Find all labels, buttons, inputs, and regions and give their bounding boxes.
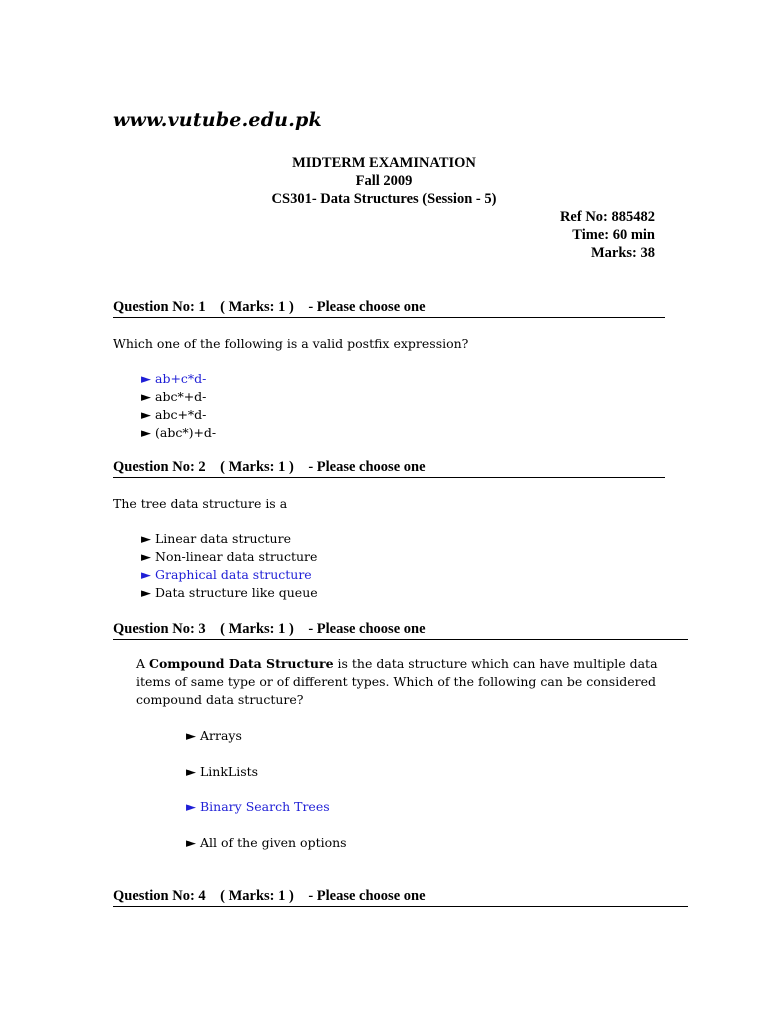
text-rest: is the data structure which can have multiple data	[333, 656, 658, 671]
option-label: Non-linear data structure	[155, 549, 318, 564]
arrow-icon: ►	[141, 532, 151, 547]
question-2-header	[113, 459, 665, 478]
question-2-option-2[interactable]	[141, 548, 317, 567]
question-1-option-1[interactable]	[141, 370, 206, 389]
option-label: Binary Search Trees	[200, 799, 330, 814]
question-1-header-text: Question No: 1 ( Marks: 1 ) - Please choose one	[113, 299, 426, 315]
arrow-icon: ►	[186, 765, 196, 780]
question-3-text-line-3: compound data structure?	[136, 692, 304, 707]
exam-term: Fall 2009	[355, 173, 413, 189]
question-3-text-line-1	[136, 655, 696, 673]
question-2-option-4[interactable]	[141, 584, 318, 603]
question-1-header	[113, 299, 665, 318]
option-label: LinkLists	[200, 764, 259, 779]
question-3-option-2[interactable]	[186, 763, 258, 782]
exam-title: MIDTERM EXAMINATION	[292, 155, 476, 171]
option-label: Graphical data structure	[155, 567, 312, 582]
question-3-header-text: Question No: 3 ( Marks: 1 ) - Please choose one	[113, 621, 426, 637]
arrow-icon: ►	[186, 800, 196, 815]
exam-course: CS301- Data Structures (Session - 5)	[271, 191, 497, 207]
arrow-icon: ►	[141, 372, 151, 387]
question-1-text: Which one of the following is a valid postfix expression?	[113, 336, 469, 351]
option-label: All of the given options	[200, 835, 347, 850]
option-label: Linear data structure	[155, 531, 291, 546]
question-3-header	[113, 621, 688, 640]
arrow-icon: ►	[141, 408, 151, 423]
arrow-icon: ►	[141, 426, 151, 441]
arrow-icon: ►	[141, 550, 151, 565]
question-1-option-2[interactable]	[141, 388, 206, 407]
question-1-option-4[interactable]	[141, 424, 216, 443]
question-2-header-text: Question No: 2 ( Marks: 1 ) - Please choose one	[113, 459, 426, 475]
question-3-text	[136, 655, 696, 709]
option-label: Arrays	[200, 728, 242, 743]
arrow-icon: ►	[141, 390, 151, 405]
option-label: (abc*)+d-	[155, 425, 217, 440]
question-3-option-1[interactable]	[186, 727, 242, 746]
question-3-text-line-2: items of same type or of different types. Which of the following can be considered	[136, 674, 656, 689]
question-3-option-3[interactable]	[186, 798, 330, 817]
exam-marks: Marks: 38	[590, 245, 655, 261]
option-label: ab+c*d-	[155, 371, 207, 386]
compound-data-structure-term: Compound Data Structure	[149, 656, 334, 671]
arrow-icon: ►	[141, 568, 151, 583]
question-3-option-4[interactable]	[186, 834, 347, 853]
question-4-header	[113, 888, 688, 907]
exam-header	[0, 154, 768, 262]
text-prefix: A	[136, 656, 150, 671]
arrow-icon: ►	[186, 836, 196, 851]
question-1-option-3[interactable]	[141, 406, 206, 425]
option-label: abc*+d-	[155, 389, 207, 404]
question-2-text: The tree data structure is a	[113, 496, 288, 511]
question-2-option-3[interactable]	[141, 566, 312, 585]
option-label: abc+*d-	[155, 407, 207, 422]
option-label: Data structure like queue	[155, 585, 318, 600]
question-2-option-1[interactable]	[141, 530, 291, 549]
exam-time: Time: 60 min	[572, 227, 655, 243]
exam-ref-no: Ref No: 885482	[559, 209, 655, 225]
question-4-header-text: Question No: 4 ( Marks: 1 ) - Please choose one	[113, 888, 426, 904]
arrow-icon: ►	[186, 729, 196, 744]
arrow-icon: ►	[141, 586, 151, 601]
site-url[interactable]: www.vutube.edu.pk	[113, 109, 322, 131]
